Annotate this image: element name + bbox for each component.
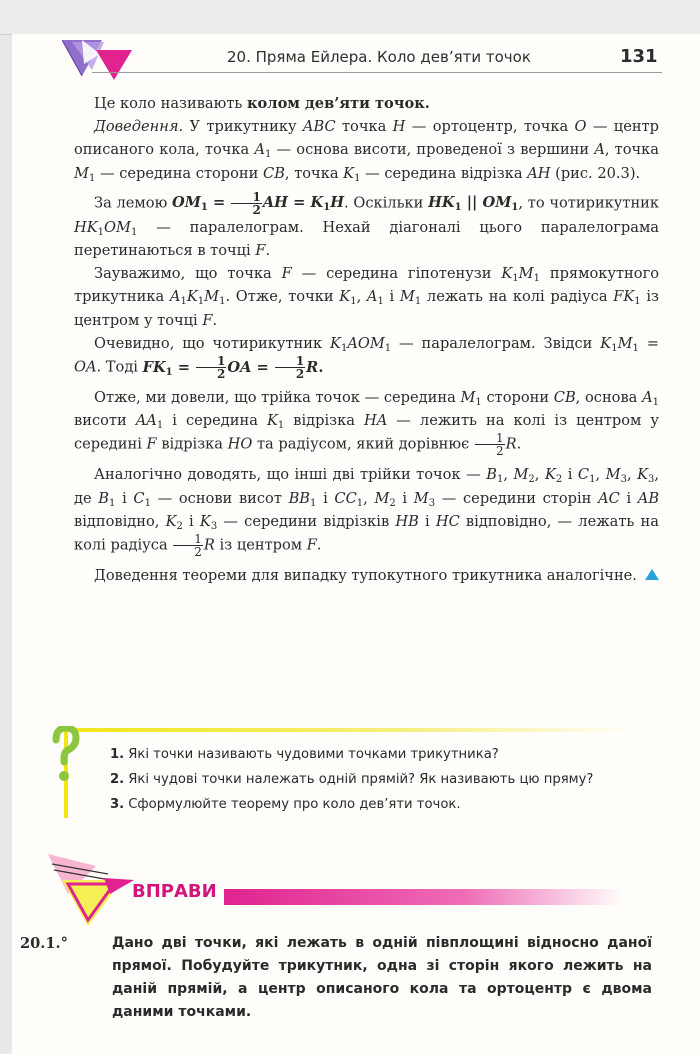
main-text [74,92,659,587]
exercises-triangle-ruler-icon [48,854,134,928]
question-list [110,742,593,817]
paragraph-7: Аналогічно доводять, що інші дві трійки точок — $B_1$, $M_2$, $K_2$ і $C_1$, $M_3$, $K_3$, де $B_1$ і $C_1$ — основи висот $BB_1$ і $CC_1$, $M_2$ і $M_3$ — середини сторін AC і AB відповідно, $K_2$ і $K_3$ — середини відрізків HB і HC відповідно, — лежать на колі радіуса $\frac{1}{2}$ R із центром F. [74,466,660,560]
viewer-toolbar [0,0,700,35]
textbook-page [12,34,700,1054]
question-item: 2. Які чудові точки належать одній прямій? Як називають цю пряму? [110,772,594,787]
paragraph-4: Зауважимо, що точка F — середина гіпотенузи $K_1M_1$ прямокутного трикутника $A_1K_1M_1$. Отже, точки $K_1$, $A_1$ і $M_1$ лежать на колі радіуса $FK_1$ із центром у точці F. [74,265,659,329]
review-questions-box [50,724,640,816]
paragraph-3: За лемою $OM_1$ = $\frac{1}{2}$ AH = $K_1H$. Оскільки $HK_1$ || $OM_1$, то чотирикутник $HK_1OM_1$ — паралелограм. Нехай діагоналі цього паралелограма перетинаються в точці F. [74,189,660,260]
paragraph-5: Очевидно, що чотирикутник $K_1AOM_1$ — паралелограм. Звідси $K_1M_1$ = OA. Тоді $FK_1$ = $\frac{1}{2}$ OA = $\frac{1}{2}$ R. [74,334,660,382]
paragraph-6: Отже, ми довели, що трійка точок — середина $M_1$ сторони CB, основа $A_1$ висоти $AA_1$ і середина $K_1$ відрізка HA — лежить на колі із центром у середині F відрізка HO та радіусом, який дорівнює $\frac{1}{2}$ R. [74,389,659,459]
header-rule [92,72,662,73]
end-of-proof-triangle-icon [645,569,659,580]
running-header-title: 20. Пряма Ейлера. Коло дев’яти точок [227,48,531,66]
question-item: 3. Сформулюйте теорему про коло дев’яти точок. [110,797,461,812]
exercises-heading: ВПРАВИ [132,881,217,902]
paragraph-8: Доведення теореми для випадку тупокутного трикутника аналогічне. [74,564,659,587]
exercise-number: 20.1.° [20,935,68,952]
exercise-text: Дано дві точки, які лежать в одній півплощині відносно даної прямої. Побудуйте трикутник, одна зі сторін якого лежить на даній прямій, а центр описаного кола та ортоцентр є двома даними точками. [112,935,652,1020]
exercises-banner-bar [224,889,624,905]
page-number: 131 [620,46,658,67]
proof-label: Доведення. [94,118,184,136]
header-triangle-logo-icon [62,40,142,80]
paragraph-1: Це коло називають колом дев’яти точок. [94,95,430,112]
paragraph-2: Доведення. У трикутнику ABC точка H — ортоцентр, точка O — центр описаного кола, точка $A_1$ — основа висоти, проведеної з вершини A, точка $M_1$ — середина сторони CB, точка $K_1$ — середина відрізка AH (рис. 20.3). [74,118,660,184]
question-mark-icon [50,726,80,786]
question-item: 1. Які точки називають чудовими точками трикутника? [110,747,499,762]
